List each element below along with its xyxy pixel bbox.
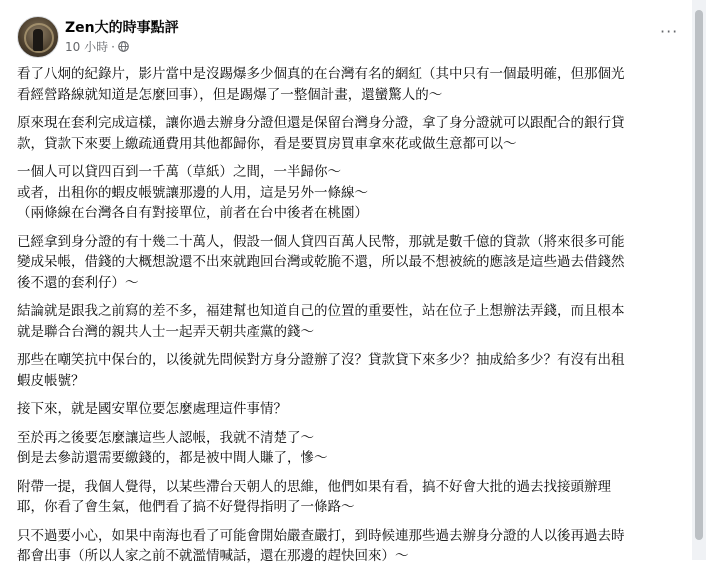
post-text-line: 款，貸款下來要上繳疏通費用其他都歸你，看是要買房買車拿來花或做生意都可以～	[17, 135, 517, 152]
post-paragraph	[17, 232, 677, 294]
post-text-line: 看經營路線就知道是怎麼回事），但是踢爆了一整個計畫，還蠻驚人的～	[17, 86, 443, 103]
post-paragraph	[17, 477, 677, 518]
post-text-line: 只不過要小心，如果中南海也看了可能會開始嚴查嚴打，到時候連那些過去辦身分證的人以後再過去時	[17, 527, 625, 544]
scrollbar-thumb[interactable]	[695, 10, 703, 540]
post-header	[17, 14, 617, 58]
post-paragraph	[17, 399, 677, 420]
post-body	[17, 64, 677, 575]
post-paragraph	[17, 64, 677, 105]
post-text-line: 那些在嘲笑抗中保台的，以後就先問候對方身分證辦了沒？貸款貸下來多少？抽成給多少？有沒有出租	[17, 352, 625, 368]
post-text-line: （兩條線在台灣各自有對接單位，前者在台中後者在桃園）	[17, 205, 368, 221]
post-meta	[65, 38, 129, 55]
post-text-line: 就是聯合台灣的親共人士一起弄天朝共產黨的錢～	[17, 323, 314, 340]
scrollbar[interactable]	[692, 0, 706, 560]
post-text-line: 附帶一提，我個人覺得，以某些滯台天朝人的思維，他們如果有看，搞不好會大批的過去找接頭辦理	[17, 478, 611, 495]
post-text-line: 都會出事（所以人家之前不就濫情喊話，還在那邊的趕快回來）～	[17, 548, 409, 564]
meta-separator: ·	[111, 39, 115, 54]
post-text-line: 至於再之後要怎麼讓這些人認帳，我就不清楚了～	[17, 429, 314, 446]
more-options-icon[interactable]: ···	[660, 22, 679, 41]
post-paragraph	[17, 526, 677, 567]
post-paragraph	[17, 301, 677, 342]
post-paragraph	[17, 428, 677, 469]
post-text-line: 原來現在套利完成這樣，讓你過去辦身分證但還是保留台灣身分證，拿了身分證就可以跟配合的銀行貸	[17, 115, 625, 131]
post-paragraph	[17, 350, 677, 391]
avatar[interactable]	[17, 16, 59, 58]
post-text-line: 蝦皮帳號？	[17, 372, 85, 389]
post-timestamp[interactable]: 10 小時	[65, 40, 109, 54]
post-text-line: 後不還的套利仔）～	[17, 274, 139, 291]
globe-icon[interactable]	[118, 41, 129, 52]
post-text-line: 已經拿到身分證的有十幾二十萬人，假設一個人貸四百萬人民幣，那就是數千億的貸款（將來很多可能	[17, 233, 625, 250]
post-text-line: 耶，你看了會生氣，他們看了搞不好覺得指明了一條路～	[17, 499, 355, 515]
post-text-line: 接下來，就是國安單位要怎麼處理這件事情？	[17, 401, 287, 417]
author-name[interactable]: Zen大的時事點評	[65, 20, 179, 36]
post-text-line: 一個人可以貸四百到一千萬（草紙）之間，一半歸你～	[17, 164, 341, 180]
avatar-figure	[33, 29, 43, 51]
post-paragraph	[17, 113, 677, 154]
post-text-line: 或者，出租你的蝦皮帳號讓那邊的人用，這是另外一條線～	[17, 184, 368, 201]
post-text-line: 結論就是跟我之前寫的差不多，福建幫也知道自己的位置的重要性，站在位子上想辦法弄錢，而且根本	[17, 303, 625, 319]
post-text-line: 倒是去參訪還需要繳錢的，都是被中間人賺了，慘～	[17, 450, 328, 466]
post-text-line: 變成呆帳，借錢的大概想說還不出來就跑回台灣或乾脆不還，所以最不想被統的應該是這些過去借錢然	[17, 254, 625, 270]
post-text-line: 看了八炯的紀錄片，影片當中是沒踢爆多少個真的在台灣有名的網紅（其中只有一個最明確，但那個光	[17, 66, 625, 82]
post-paragraph	[17, 162, 677, 224]
